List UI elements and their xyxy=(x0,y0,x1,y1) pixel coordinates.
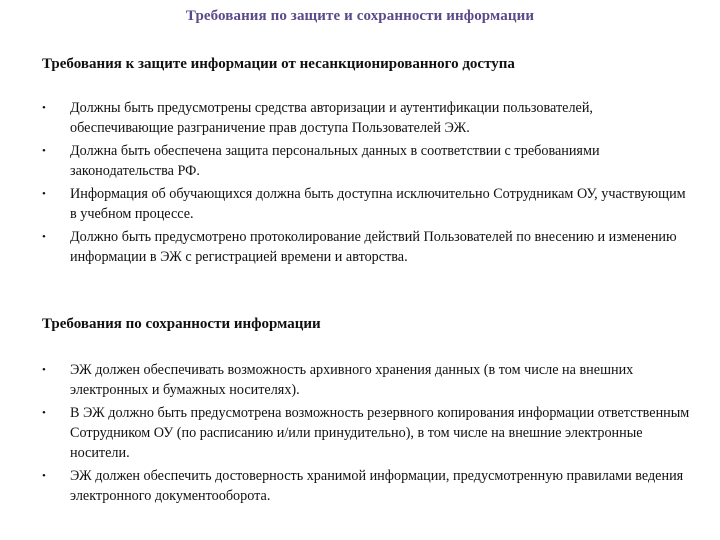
bullet-icon: • xyxy=(42,407,46,419)
access-protection-list xyxy=(42,98,692,267)
list-item-text: Должны быть предусмотрены средства авторизации и аутентификации пользователей, обеспечивающие разграничение прав доступа Пользователей ЭЖ. xyxy=(70,100,593,136)
section-heading-data-retention: Требования по сохранности информации xyxy=(42,316,321,332)
list-item-text: Должна быть обеспечена защита персональных данных в соответствии с требованиями законодательства РФ. xyxy=(70,143,600,179)
list-item xyxy=(42,403,692,463)
page-title: Требования по защите и сохранности информации xyxy=(185,8,535,24)
data-retention-list xyxy=(42,360,692,506)
list-item-text: В ЭЖ должно быть предусмотрена возможность резервного копирования информации ответственным Сотрудником ОУ (по расписанию и/или принудительно), в том числе на внешние электронные носители. xyxy=(70,405,690,461)
bullet-icon: • xyxy=(42,102,46,114)
bullet-icon: • xyxy=(42,145,46,157)
bullet-icon: • xyxy=(42,231,46,243)
list-item-text: ЭЖ должен обеспечить достоверность хранимой информации, предусмотренную правилами ведения электронного документооборота. xyxy=(70,468,684,504)
list-item-text: Информация об обучающихся должна быть доступна исключительно Сотрудникам ОУ, участвующим в учебном процессе. xyxy=(70,186,686,222)
bullet-icon: • xyxy=(42,364,46,376)
list-item-text: ЭЖ должен обеспечивать возможность архивного хранения данных (в том числе на внешних электронных и бумажных носителях). xyxy=(70,362,634,398)
list-item xyxy=(42,360,692,400)
list-item-text: Должно быть предусмотрено протоколирование действий Пользователей по внесению и изменению информации в ЭЖ с регистрацией времени и авторства. xyxy=(70,229,677,265)
list-item xyxy=(42,184,692,224)
bullet-icon: • xyxy=(42,188,46,200)
list-item xyxy=(42,227,692,267)
list-item xyxy=(42,466,692,506)
list-item xyxy=(42,98,692,138)
list-item xyxy=(42,141,692,181)
bullet-icon: • xyxy=(42,470,46,482)
section-heading-access-protection: Требования к защите информации от несанкционированного доступа xyxy=(42,56,515,72)
